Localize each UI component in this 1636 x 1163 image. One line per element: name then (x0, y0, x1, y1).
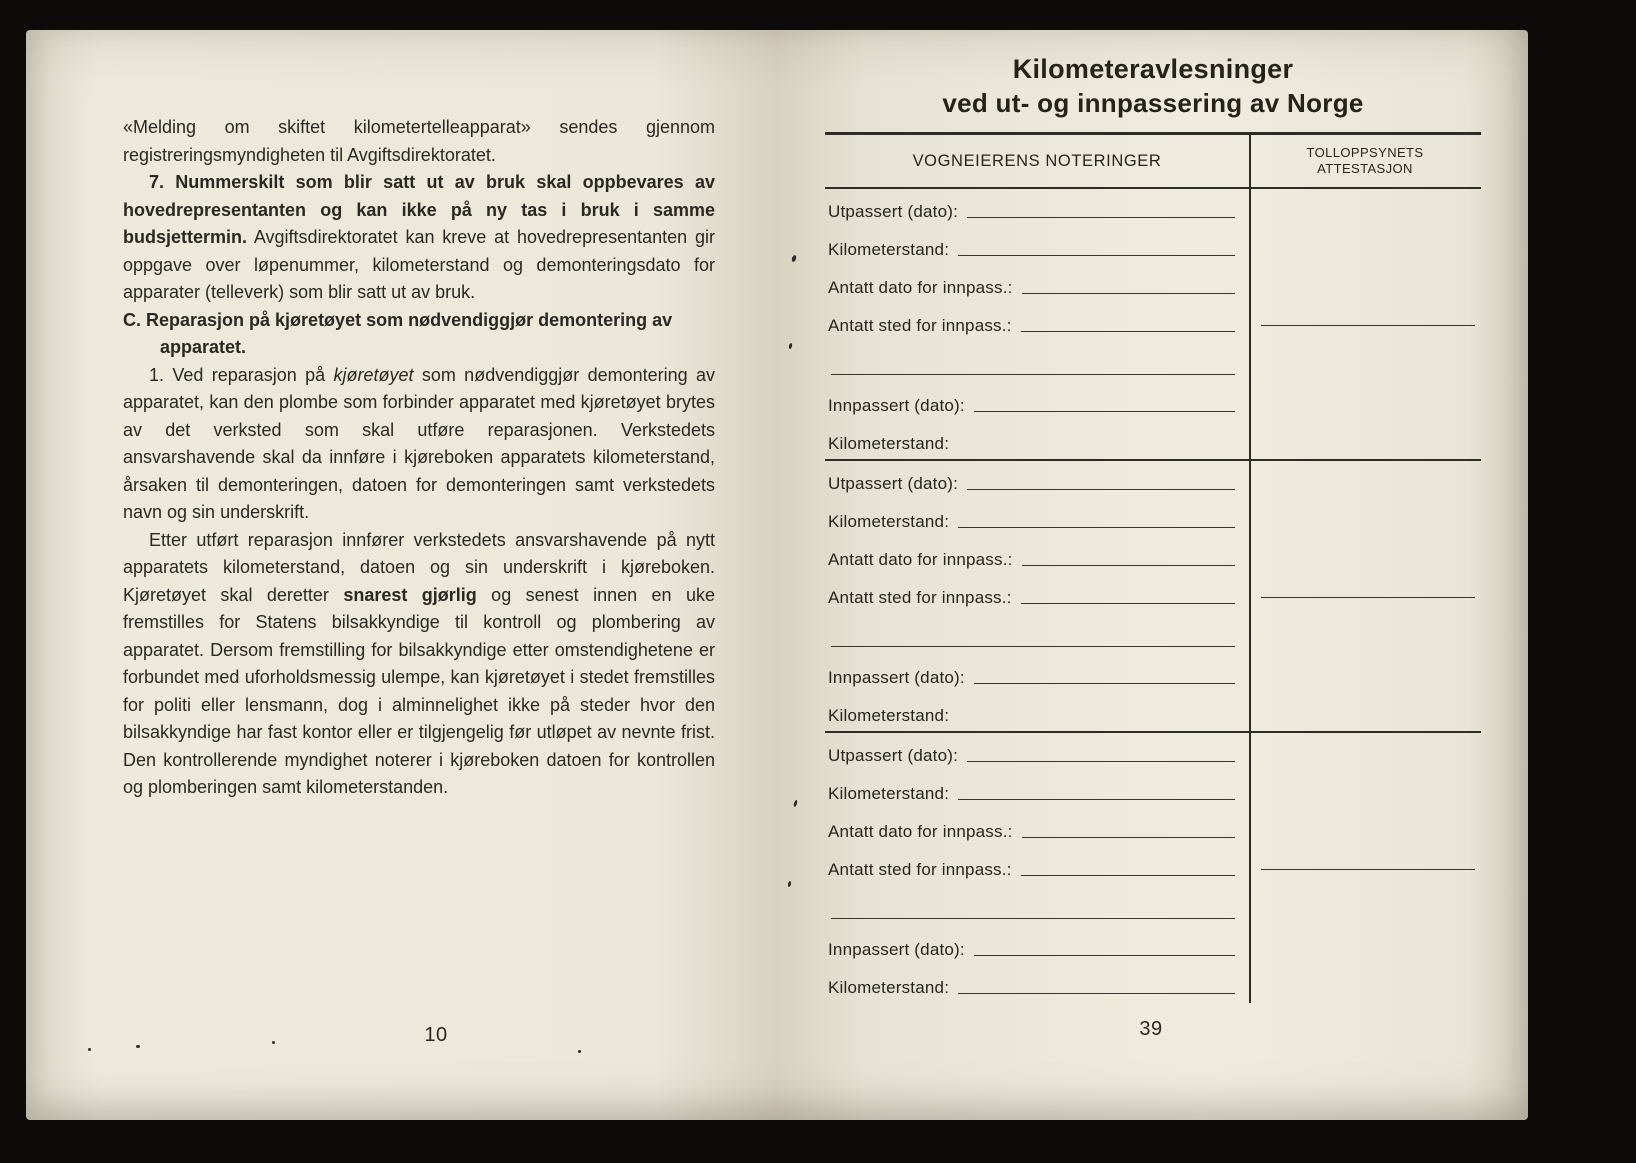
form-block-1-owner-column (825, 189, 1249, 459)
right-page-number: 39 (1139, 1018, 1163, 1040)
scan-speck (578, 1050, 581, 1053)
label-antatt-dato: Antatt dato for innpass.: (828, 278, 1013, 297)
attestation-rule-line (1261, 869, 1475, 870)
left-page-number: 10 (424, 1024, 448, 1046)
header-customs-line1: TOLLOPPSYNETS (1306, 145, 1424, 160)
row-kilometerstand (828, 499, 1249, 537)
fill-in-line (967, 217, 1235, 218)
fill-in-line (1021, 603, 1235, 604)
paragraph-item7 (123, 169, 715, 307)
label-kilometerstand: Kilometerstand: (828, 706, 950, 725)
label-innpassert: Innpassert (dato): (828, 940, 965, 959)
row-blank-ruled (828, 885, 1249, 927)
row-kilometerstand-last (828, 421, 1249, 459)
scan-speck (788, 343, 792, 350)
row-innpassert (828, 383, 1249, 421)
right-page (825, 52, 1481, 1003)
fill-in-line (958, 799, 1235, 800)
row-antatt-sted (828, 303, 1249, 341)
row-antatt-dato (828, 537, 1249, 575)
label-antatt-dato: Antatt dato for innpass.: (828, 550, 1013, 569)
fill-in-line (1022, 565, 1235, 566)
paper-spread (26, 30, 1528, 1120)
row-blank-ruled (828, 341, 1249, 383)
row-innpassert (828, 655, 1249, 693)
header-owner-notes: VOGNEIERENS NOTERINGER (912, 151, 1162, 170)
label-kilometerstand: Kilometerstand: (828, 512, 950, 531)
label-antatt-sted: Antatt sted for innpass.: (828, 588, 1012, 607)
label-utpassert: Utpassert (dato): (828, 474, 959, 493)
row-antatt-dato (828, 809, 1249, 847)
scan-speck (136, 1045, 140, 1048)
form-table (825, 132, 1481, 1003)
row-blank-ruled (828, 613, 1249, 655)
paragraph-c2-pre: Etter utført reparasjon innfører verkstedets ansvarshavende på nytt apparatets kilometerstand, datoen og sin underskrift i kjøreboken. Kjøretøyet skal deretter (123, 529, 715, 605)
fill-in-line (1022, 837, 1235, 838)
fill-in-line (831, 374, 1235, 375)
row-antatt-sted (828, 847, 1249, 885)
table-header-row (825, 135, 1481, 189)
row-utpassert (828, 189, 1249, 227)
row-kilometerstand-last (828, 693, 1249, 731)
paragraph-intro (123, 114, 715, 169)
paragraph-c1-italic: kjøretøyet (333, 364, 414, 385)
paragraph-item7-bold: 7. Nummerskilt som blir satt ut av bruk skal oppbevares av hovedrepresentanten og kan ikke på ny tas i bruk i samme budsjettermin. (123, 172, 715, 247)
row-kilometerstand (828, 227, 1249, 265)
section-c-heading (123, 307, 715, 362)
form-block-3 (825, 733, 1481, 1003)
form-title-line2: ved ut- og innpassering av Norge (942, 88, 1364, 118)
attestation-rule-line (1261, 325, 1475, 326)
fill-in-line (967, 489, 1235, 490)
form-block-2-owner-column (825, 461, 1249, 731)
fill-in-line (1021, 875, 1235, 876)
form-title-line1: Kilometeravlesninger (1012, 54, 1294, 84)
label-antatt-dato: Antatt dato for innpass.: (828, 822, 1013, 841)
fill-in-line (1022, 293, 1235, 294)
fill-in-line (958, 255, 1235, 256)
scan-speck (272, 1041, 275, 1044)
scan-speck (88, 1048, 91, 1051)
form-block-2 (825, 461, 1481, 733)
row-utpassert (828, 733, 1249, 771)
row-antatt-sted (828, 575, 1249, 613)
row-kilometerstand-last (828, 965, 1249, 1003)
scan-speck (793, 800, 798, 808)
form-block-3-owner-column (825, 733, 1249, 1003)
paragraph-c2-rest: og senest innen en uke fremstilles for Statens bilsakkyndige til kontroll og plombering av apparatet. Dersom fremstilling for bilsakkyndige etter omstendighetene er forbundet med uforholdsmessig ulempe, kan kjøretøyet i stedet fremstilles for politi eller lensmann, dog i alminnelighet ikke på steder hvor den bilsakkyndige har fast kontor eller er tilgjengelig før utløpet av nevnte frist. Den kontrollerende myndighet noterer i kjøreboken datoen for kontrollen og plomberingen samt kilometerstanden. (123, 584, 715, 797)
form-block-1 (825, 189, 1481, 461)
left-page (123, 114, 715, 802)
row-antatt-dato (828, 265, 1249, 303)
header-customs-attestation (1249, 135, 1481, 187)
label-utpassert: Utpassert (dato): (828, 746, 959, 765)
fill-in-line (831, 918, 1235, 919)
paragraph-c2 (123, 527, 715, 802)
fill-in-line (831, 646, 1235, 647)
paragraph-intro-text: «Melding om skiftet kilometertelleapparat» sendes gjennom registreringsmyndigheten til Avgiftsdirektoratet. (123, 117, 715, 165)
label-antatt-sted: Antatt sted for innpass.: (828, 316, 1012, 335)
fill-in-line (1021, 331, 1235, 332)
paragraph-c1-rest: som nødvendiggjør demontering av apparatet, kan den plombe som forbinder apparatet med kjøretøyet brytes av det verksted som skal utføre reparasjonen. Verkstedets ansvarshavende skal da innføre i kjøreboken apparatets kilometerstand, årsaken til demonteringen, datoen for demonteringen samt verkstedets navn og sin underskrift. (123, 364, 715, 522)
fill-in-line (974, 411, 1235, 412)
paragraph-item7-rest: Avgiftsdirektoratet kan kreve at hovedrepresentanten gir oppgave over løpenummer, kilometerstand og demonteringsdato for apparater (telleverk) som blir satt ut av bruk. (123, 227, 715, 302)
row-utpassert (828, 461, 1249, 499)
paragraph-c2-bold: snarest gjørlig (343, 584, 477, 605)
fill-in-line (967, 761, 1235, 762)
label-kilometerstand: Kilometerstand: (828, 784, 950, 803)
row-kilometerstand (828, 771, 1249, 809)
row-innpassert (828, 927, 1249, 965)
fill-in-line (958, 993, 1235, 994)
label-innpassert: Innpassert (dato): (828, 396, 965, 415)
form-title (825, 52, 1481, 120)
label-kilometerstand: Kilometerstand: (828, 978, 950, 997)
attestation-rule-line (1261, 597, 1475, 598)
label-antatt-sted: Antatt sted for innpass.: (828, 860, 1012, 879)
paragraph-c1-pre: 1. Ved reparasjon på (149, 364, 334, 385)
label-kilometerstand: Kilometerstand: (828, 434, 950, 453)
fill-in-line (974, 683, 1235, 684)
section-c-heading-text: C. Reparasjon på kjøretøyet som nødvendiggjør demontering av apparatet. (123, 309, 673, 357)
scan-speck (791, 255, 797, 263)
fill-in-line (958, 527, 1235, 528)
scan-speck (787, 881, 791, 887)
label-innpassert: Innpassert (dato): (828, 668, 965, 687)
label-utpassert: Utpassert (dato): (828, 202, 959, 221)
header-customs-line2: ATTESTASJON (1317, 161, 1413, 176)
label-kilometerstand: Kilometerstand: (828, 240, 950, 259)
paragraph-c1 (123, 362, 715, 527)
fill-in-line (974, 955, 1235, 956)
